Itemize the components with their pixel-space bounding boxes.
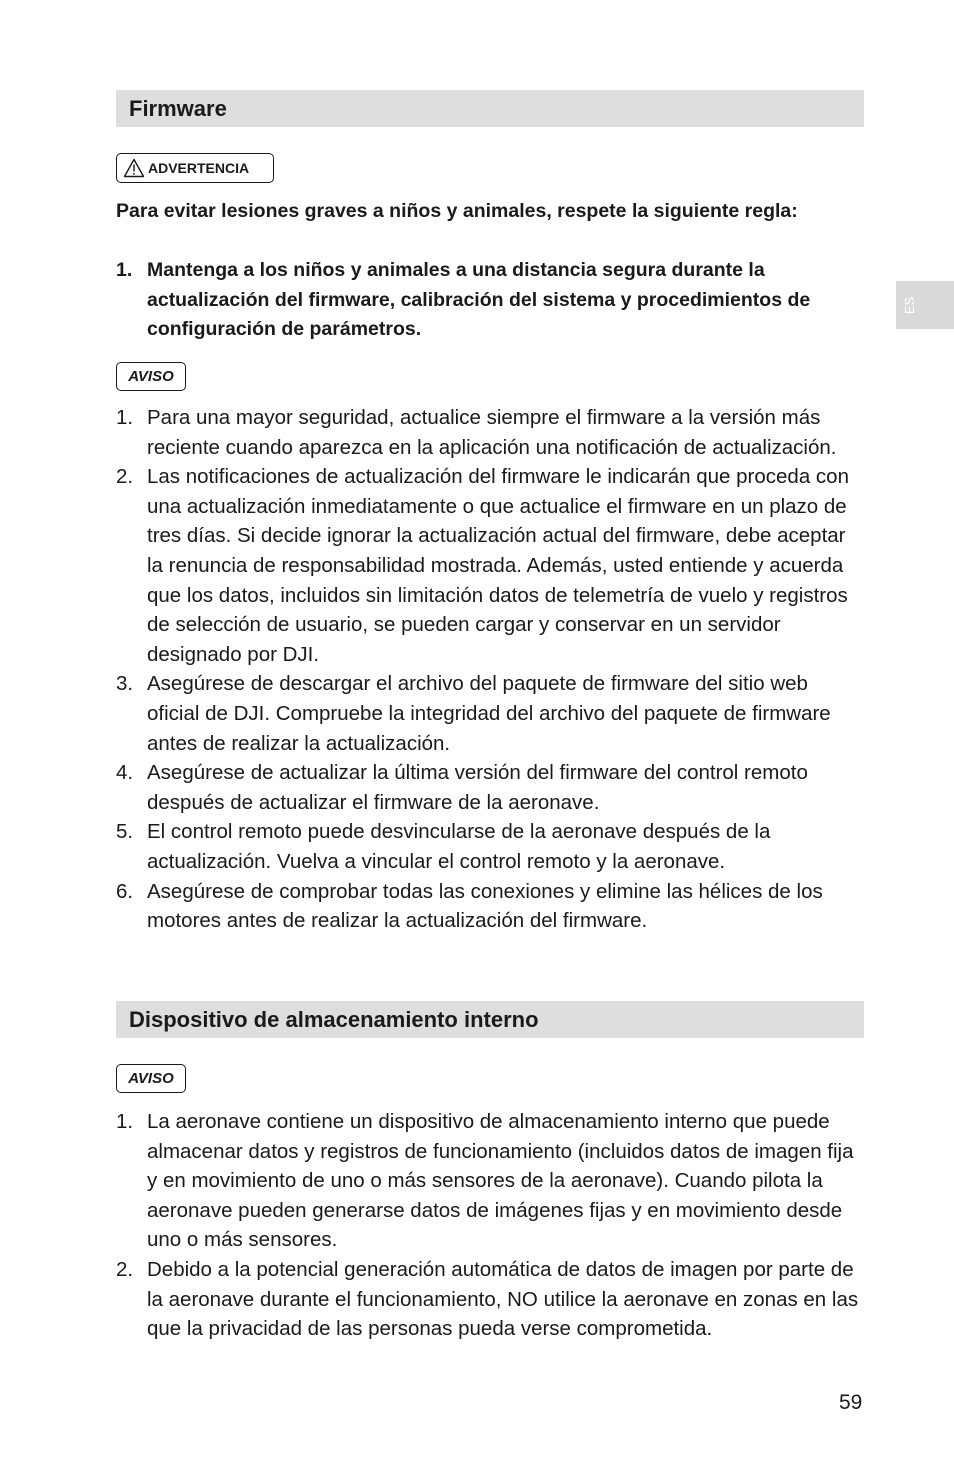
list-item-number: 4. (116, 761, 134, 785)
list-item (116, 1107, 864, 1255)
list-item-number: 1. (116, 406, 134, 429)
page-number: 59 (839, 1391, 863, 1414)
list-item-number: 2. (116, 1257, 134, 1281)
list-item-text: Asegúrese de comprobar todas las conexiones y elimine las hélices de los motores antes de realizar la actualización del firmware. (147, 879, 823, 933)
warning-intro: Para evitar lesiones graves a niños y animales, respete la siguiente regla: (116, 200, 798, 222)
list-item-number: 3. (116, 672, 134, 696)
firmware-notice-list (116, 403, 864, 936)
section-title-storage: Dispositivo de almacenamiento interno (116, 1001, 864, 1038)
list-item-text: Asegúrese de descargar el archivo del paquete de firmware del sitio web oficial de DJI. Compruebe la integridad del archivo del paquete de firmware antes de realizar la actualización. (147, 672, 831, 755)
list-item (116, 817, 864, 876)
warning-list (116, 256, 864, 345)
list-item-text: Para una mayor seguridad, actualice siempre el firmware a la versión más reciente cuando aparezca en la aplicación una notificación de actualización. (147, 406, 837, 459)
list-item (116, 462, 864, 669)
list-item-number: 6. (116, 879, 134, 903)
list-item-text: Las notificaciones de actualización del firmware le indicarán que proceda con una actualización inmediatamente o que actualice el firmware en un plazo de tres días. Si decide ignorar la actualización actual del firmware, debe aceptar la renuncia de responsabilidad mostrada. Además, usted entiende y acuerda que los datos, incluidos sin limitación datos de telemetría de vuelo y registros de selección de usuario, se pueden cargar y conservar en un servidor designado por DJI. (147, 465, 849, 666)
warning-badge (116, 153, 274, 183)
list-item-number: 2. (116, 465, 134, 489)
warning-triangle-icon (123, 158, 145, 178)
list-item (116, 256, 864, 345)
list-item-text: Mantenga a los niños y animales a una distancia segura durante la actualización del firmware, calibración del sistema y procedimientos de configuración de parámetros. (147, 259, 811, 340)
list-item (116, 1255, 864, 1344)
list-item-number: 1. (116, 1110, 134, 1133)
list-item-number: 1. (116, 259, 133, 281)
list-item (116, 758, 864, 817)
list-item-text: Debido a la potencial generación automática de datos de imagen por parte de la aeronave durante el funcionamiento, NO utilice la aeronave en zonas en las que la privacidad de las personas pueda verse comprometida. (147, 1257, 859, 1341)
list-item (116, 877, 864, 936)
list-item-number: 5. (116, 820, 134, 844)
list-item-text: El control remoto puede desvincularse de la aeronave después de la actualización. Vuelva a vincular el control remoto y la aeronave. (147, 820, 771, 873)
warning-label: ADVERTENCIA (148, 160, 250, 176)
language-tab-label: ES (902, 296, 918, 314)
list-item-text: Asegúrese de actualizar la última versión del firmware del control remoto después de actualizar el firmware de la aeronave. (147, 761, 808, 814)
language-tab (896, 281, 954, 329)
list-item (116, 669, 864, 758)
notice-badge: AVISO (116, 362, 186, 391)
notice-badge: AVISO (116, 1064, 186, 1093)
list-item (116, 403, 864, 462)
list-item-text: La aeronave contiene un dispositivo de almacenamiento interno que puede almacenar datos y registros de funcionamiento (incluidos datos de imagen fija y en movimiento de uno o más sensores de la aeronave). Cuando pilota la aeronave pueden generarse datos de imágenes fijas y en movimiento desde uno o más sensores. (147, 1110, 854, 1252)
storage-notice-list (116, 1107, 864, 1344)
section-title-firmware: Firmware (116, 90, 864, 127)
